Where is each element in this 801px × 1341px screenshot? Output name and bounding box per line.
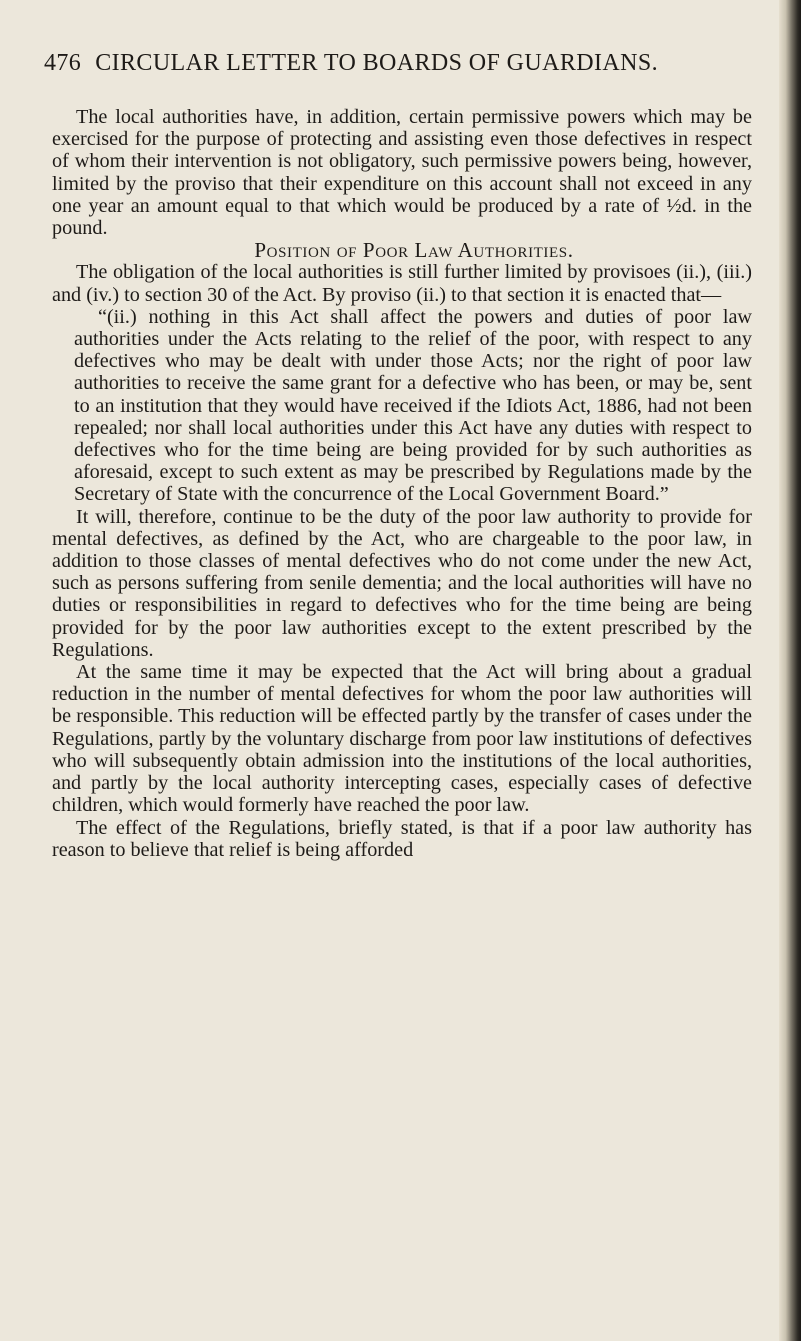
quoted-proviso: “(ii.) nothing in this Act shall affect the powers and duties of poor law authorities under the Acts relating to the relief of the poor, with respect to any defectives who may be dealt with under those Acts; nor the right of poor law authorities to receive the same grant for a defective who has been, or may be, sent to an institution that they would have received if the Idiots Act, 1886, had not been repealed; nor shall local authorities under this Act have any duties with respect to defectives who for the time being are being provided for by such authorities as aforesaid, except to such extent as may be prescribed by Regulations made by the Secretary of State with the concurrence of the Local Government Board.”: [74, 305, 752, 506]
paragraph-poor-law-duty: It will, therefore, continue to be the duty of the poor law authority to provide for mental defectives, as defined by the Act, who are chargeable to the poor law, in addition to those classes of mental defectives who do not come under the new Act, such as persons suffering from senile dementia; and the local authorities will have no duties or responsibilities in regard to defectives who for the time being are being provided for by the poor law authorities except to the extent prescribed by the Regulations.: [52, 505, 752, 661]
paragraph-obligation-limited: The obligation of the local authorities is still further limited by provisoes (ii.), (iii.) and (iv.) to section 30 of the Act. By proviso (ii.) to that section it is enacted that—: [52, 261, 752, 306]
page-number: 476: [44, 50, 82, 76]
running-header: [44, 50, 744, 90]
section-heading: Position of Poor Law Authorities.: [254, 238, 574, 263]
paragraph-permissive-powers: The local authorities have, in addition, certain permissive powers which may be exercised for the purpose of protecting and assisting even those defectives in respect of whom their intervention is not obligatory, such permissive powers being, however, limited by the proviso that their expenditure on this account shall not exceed in any one year an amount equal to that which would be produced by a rate of ½d. in the pound.: [52, 106, 752, 240]
running-title: CIRCULAR LETTER TO BOARDS OF GUARDIANS.: [95, 50, 658, 76]
body-text: [52, 106, 752, 861]
paragraph-gradual-reduction: At the same time it may be expected that the Act will bring about a gradual reduction in the number of mental defectives for whom the poor law authorities will be responsible. This reduction will be effected partly by the transfer of cases under the Regulations, partly by the voluntary discharge from poor law institutions of defectives who will subsequently obtain admission into the institutions of the local authorities, and partly by the local authority intercepting cases, especially cases of defective children, which would formerly have reached the poor law.: [52, 661, 752, 817]
page-binding-edge: [779, 0, 801, 1341]
paragraph-effect-of-regulations: The effect of the Regulations, briefly stated, is that if a poor law authority has reason to believe that relief is being afforded: [52, 816, 752, 861]
